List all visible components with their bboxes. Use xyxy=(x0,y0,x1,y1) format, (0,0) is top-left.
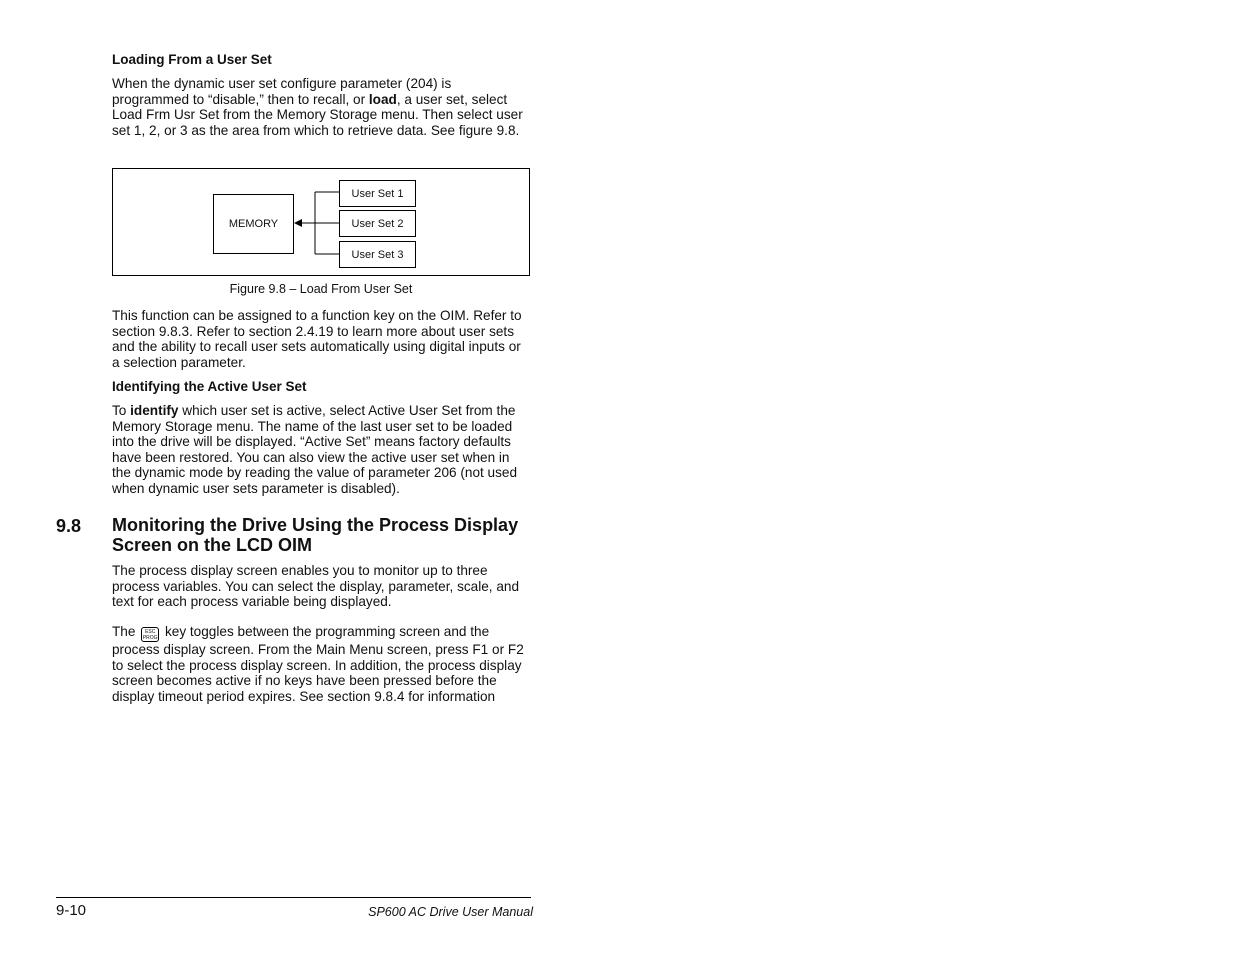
section-title: Monitoring the Drive Using the Process Display Screen on the LCD OIM xyxy=(112,515,519,555)
text-run: which user set is active, select Active User Set from the Memory Storage menu. The name of the last user set to be loaded into the drive will be displayed. “Active Set” means factory defaults have been restored. You can also view the active user set when in the dynamic mode by reading the value of parameter 206 (not used when dynamic user sets parameter is disabled). xyxy=(112,403,518,496)
esc-prog-key-icon xyxy=(141,627,159,642)
paragraph-process-display: The process display screen enables you to monitor up to three process variables. You can select the display, parameter, scale, and text for each process variable being displayed. xyxy=(112,563,520,610)
key-bottom-label: PROG xyxy=(142,635,158,641)
text-run: key toggles between the programming screen and the process display screen. From the Main Menu screen, press F1 or F2 to select the process display screen. In addition, the process display screen becomes active if no keys have been pressed before the display timeout period expires. See section 9.8.4 for information xyxy=(112,624,524,704)
bold-run: identify xyxy=(130,403,179,418)
user-set-3-box: User Set 3 xyxy=(339,241,416,268)
text-run: The xyxy=(112,624,140,639)
heading-loading-from-user-set: Loading From a User Set xyxy=(112,52,272,67)
paragraph-loading xyxy=(112,76,532,138)
paragraph-function-key: This function can be assigned to a function key on the OIM. Refer to section 9.8.3. Refer to section 2.4.19 to learn more about user sets and the ability to recall user sets automatically using digital inputs or a selection parameter. xyxy=(112,308,522,370)
bold-run: load xyxy=(368,91,397,107)
page-number: 9-10 xyxy=(56,902,87,919)
footer-rule xyxy=(56,897,531,898)
text-run: , a user set, select Load Frm Usr Set from the Memory Storage menu. Then select user set 1, 2, or 3 as the area from which to retrieve data. See figure 9.8. xyxy=(112,91,523,138)
manual-title: SP600 AC Drive User Manual xyxy=(368,905,533,919)
figure-load-from-user-set xyxy=(112,168,530,276)
key-top-label: ESC xyxy=(145,629,156,635)
heading-identifying-active-user-set: Identifying the Active User Set xyxy=(112,379,307,394)
paragraph-identifying xyxy=(112,403,532,497)
arrowhead-icon xyxy=(294,219,302,227)
user-set-2-box: User Set 2 xyxy=(339,210,416,237)
text-run: To xyxy=(112,403,131,418)
paragraph-esc-prog-key xyxy=(112,624,532,704)
memory-box: MEMORY xyxy=(213,194,294,254)
figure-connector-lines xyxy=(113,169,529,275)
user-set-1-box: User Set 1 xyxy=(339,180,416,207)
figure-caption: Figure 9.8 – Load From User Set xyxy=(229,282,413,296)
text-run: When the dynamic user set configure parameter (204) is programmed to “disable,” then to recall, or xyxy=(112,76,452,107)
section-number: 9.8 xyxy=(56,516,82,536)
